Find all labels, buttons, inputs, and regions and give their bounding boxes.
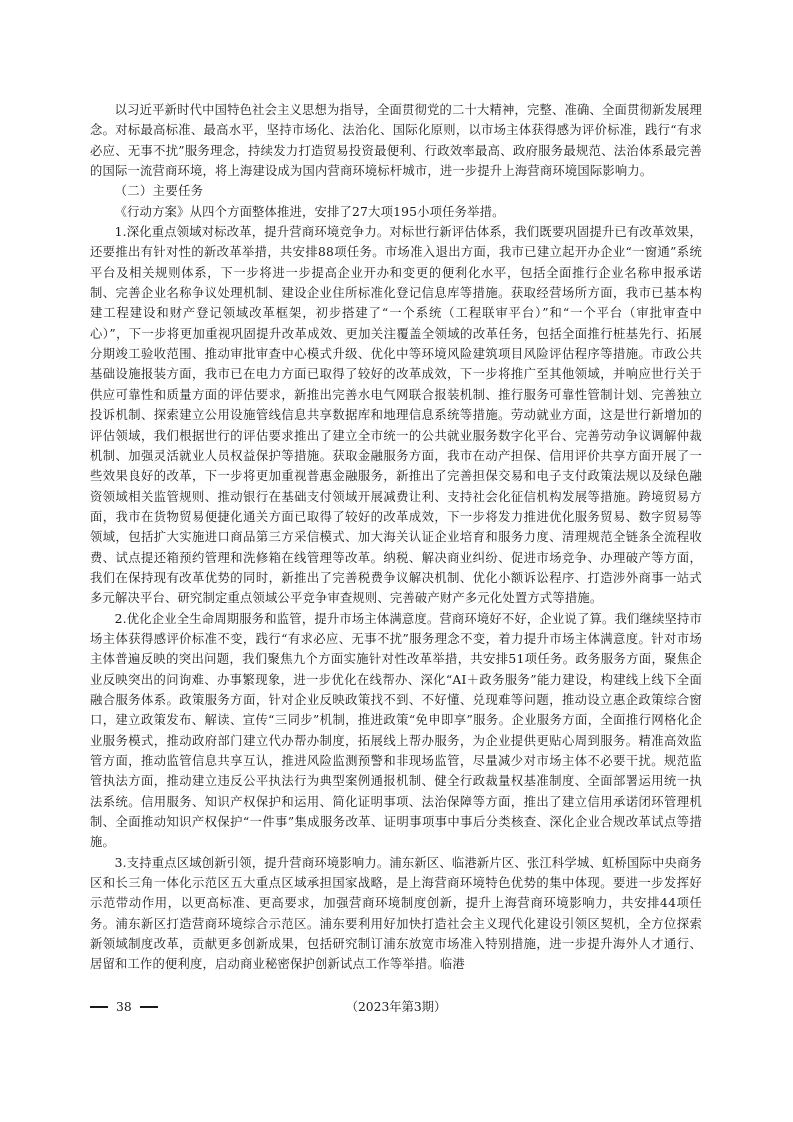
action-plan-summary: 《行动方案》从四个方面整体推进，安排了27大项195小项任务举措。	[114, 204, 505, 219]
page-number: 38	[116, 1000, 132, 1014]
body-text	[90, 100, 702, 975]
task-2-paragraph: 2.优化企业全生命周期服务和监管，提升市场主体满意度。营商环境好不好，企业说了算。我们继续坚持市场主体获得感评价标准不变，践行“有求必应、无事不扰”服务理念不变，着力提升市场主体满意度。针对市场主体普遍反映的突出问题，我们聚焦九个方面实施针对性改革举措，共安排51项任务。政务服务方面，聚焦企业反映突出的问询难、办事繁现象，进一步优化在线帮办、深化“AI＋政务服务”能力建设，构建线上线下全面融合服务体系。政策服务方面，针对企业反映政策找不到、不好懂、兑现难等问题，推动设立惠企政策综合窗口，建立政策发布、解读、宣传“三同步”机制，推进政策“免申即享”服务。企业服务方面，全面推行网格化企业服务模式，推动政府部门建立代办帮办制度，拓展线上帮办服务，为企业提供更贴心周到服务。精准高效监管方面，推动监管信息共享互认，推进风险监测预警和非现场监管，尽量减少对市场主体不必要干扰。规范监管执法方面，推动建立违反公平执法行为典型案例通报机制、健全行政裁量权基准制度、全面部署运用统一执法系统。信用服务、知识产权保护和运用、简化证明事项、法治保障等方面，推出了建立信用承诺闭环管理机制、全面推动知识产权保护“一件事”集成服务改革、证明事项事中事后分类核查、深化企业合规改革试点等措施。	[90, 611, 702, 850]
task-3-paragraph: 3.支持重点区域创新引领，提升营商环境影响力。浦东新区、临港新片区、张江科学城、虹桥国际中央商务区和长三角一体化示范区五大重点区域承担国家战略，是上海营商环境特色优势的集中体现。要进一步发挥好示范带动作用，以更高标准、更高要求，加强营商环境制度创新，提升上海营商环境影响力，共安排44项任务。浦东新区打造营商环境综合示范区。浦东要利用好加快打造社会主义现代化建设引领区契机，全方位探索新领域制度改革，贡献更多创新成果，包括研究制订浦东放宽市场准入特别措施，进一步提升海外人才通行、居留和工作的便利度，启动商业秘密保护创新试点工作等举措。临港	[90, 855, 702, 972]
section-heading-main-tasks: （二）主要任务	[114, 184, 204, 199]
intro-paragraph: 以习近平新时代中国特色社会主义思想为指导，全面贯彻党的二十大精神，完整、准确、全面贯彻新发展理念。对标最高标准、最高水平，坚持市场化、法治化、国际化原则，以市场主体获得感为评价标准，践行“有求必应、无事不扰”服务理念，持续发力打造贸易投资最便利、行政效率最高、政府服务最规范、法治体系最完善的国际一流营商环境，将上海建设成为国内营商环境标杆城市，进一步提升上海营商环境国际影响力。	[90, 103, 702, 179]
task-1-paragraph: 1.深化重点领域对标改革，提升营商环境竞争力。对标世行新评估体系，我们既要巩固提升已有改革效果，还要推出有针对性的新改革举措，共安排88项任务。市场准入退出方面，我市已建立起开办企业“一窗通”系统平台及相关规则体系，下一步将进一步提高企业开办和变更的便利化水平，包括全面推行企业名称申报承诺制、完善企业名称争议处理机制、建设企业住所标准化登记信息库等措施。获取经营场所方面，我市已基本构建工程建设和财产登记领域改革框架，初步搭建了“一个系统（工程联审平台）”和“一个平台（审批审查中心）”，下一步将更加重视巩固提升改革成效、更加关注覆盖全领域的改革任务，包括全面推行桩基先行、拓展分期竣工验收范围、推动审批审查中心模式升级、优化中等环境风险建筑项目风险评估程序等措施。市政公共基础设施报装方面，我市已在电力方面已取得了较好的改革成效，下一步将推广至其他领域，并响应世行关于供应可靠性和质量方面的评估要求，新推出完善水电气网联合报装机制、推行服务可靠性管制计划、完善独立投诉机制、探索建立公用设施管线信息共享数据库和地理信息系统等措施。劳动就业方面，这是世行新增加的评估领域，我们根据世行的评估要求推出了建立全市统一的公共就业服务数字化平台、完善劳动争议调解仲裁机制、加强灵活就业人员权益保护等措施。获取金融服务方面，我市在动产担保、信用评价共享方面开展了一些效果良好的改革，下一步将更加重视普惠金融服务，新推出了完善担保交易和电子支付政策法规以及绿色融资领域相关监管规则、推动银行在基础支付领域开展减费让利、支持社会化征信机构发展等措施。跨境贸易方面，我市在货物贸易便捷化通关方面已取得了较好的改革成效，下一步将发力推进优化服务贸易、数字贸易等领域，包括扩大实施进口商品第三方采信模式、加大海关认证企业培育和服务力度、清理规范全链条全流程收费、试点提还箱预约管理和洗修箱在线管理等改革。纳税、解决商业纠纷、促进市场竞争、办理破产等方面，我们在保持现有改革优势的同时，新推出了完善税费争议解决机制、优化小额诉讼程序、打造涉外商事一站式多元解决平台、研究制定重点领域公平竞争审查规则、完善破产财产多元化处置方式等措施。	[90, 225, 702, 606]
issue-label: （2023年第3期）	[345, 1000, 447, 1014]
page-footer	[90, 997, 702, 1017]
